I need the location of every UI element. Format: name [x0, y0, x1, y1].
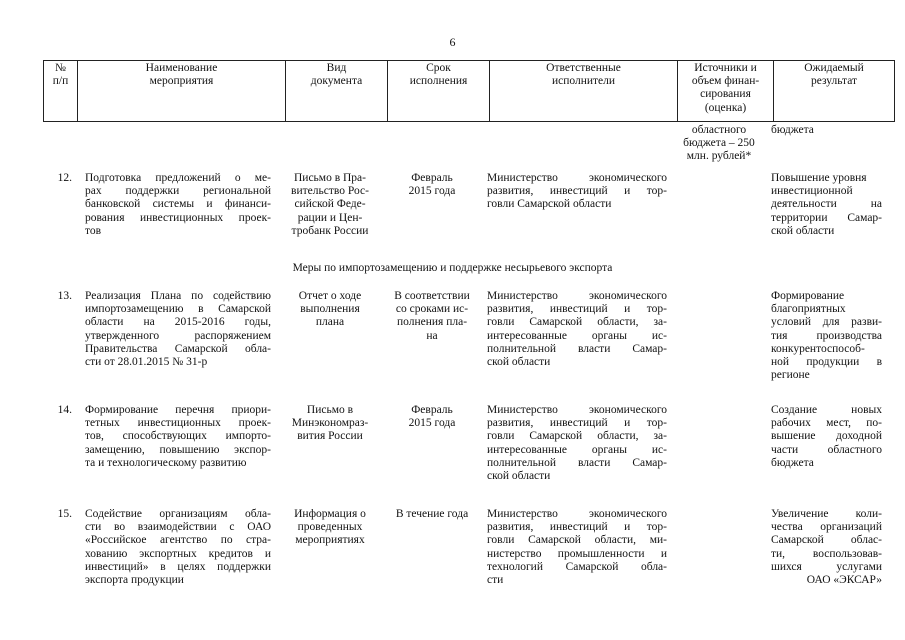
continuation-src: областного бюджета – 250 млн. рублей*	[683, 124, 755, 163]
row-term: В течение года	[395, 508, 469, 520]
row-term: Февраль 2015 года	[408, 172, 456, 198]
row-name: Формирование перечня приори- тетных инвестиционных проек- тов, способствующих импорто- замещению, повышению экспор- та и технологическому развитию	[85, 404, 271, 469]
row-resp: Министерство экономического развития, инвестиций и тор- говли Самарской области, ми- нистерство промышленности и технологий Самарской обла- сти	[487, 508, 667, 587]
row-term: Февраль 2015 года	[408, 404, 456, 430]
header-res: Ожидаемый результат	[774, 61, 895, 122]
row-resp: Министерство экономического развития, инвестиций и тор- говли Самарской области, за- интересованные органы ис- полнительной власти Самар- ской области	[487, 404, 667, 483]
row-result: Формирование благоприятных условий для разви- тия производства конкурентоспособ- ной продукции в регионе	[771, 290, 882, 382]
header-resp: Ответственные исполнители	[490, 61, 678, 122]
row-name: Содействие организациям обла- сти во взаимодействии с ОАО «Российское агентство по стра- хованию экспортных кредитов и инвестиций» в целях поддержки экспорта продукции	[85, 508, 271, 587]
row-doc: Письмо в Минэкономраз- вития России	[291, 404, 369, 443]
row-doc: Письмо в Пра- вительство Рос- сийской Феде- рации и Цен- тробанк России	[291, 172, 369, 237]
header-term: Срок исполнения	[388, 61, 490, 122]
row-name: Реализация Плана по содействию импортозамещению в Самарской области на 2015-2016 годы, утвержденного распоряжением Правительства Самарской обла- сти от 28.01.2015 № 31-р	[85, 290, 271, 369]
row-result: Создание новых рабочих мест, по- вышение доходной части областного бюджета	[771, 404, 882, 469]
row-doc: Информация о проведенных мероприятиях	[294, 508, 366, 547]
header-src: Источники и объем финан- сирования (оценка)	[678, 61, 774, 122]
header-name: Наименование мероприятия	[78, 61, 286, 122]
row-number: 15.	[57, 508, 72, 520]
row-number: 12.	[57, 172, 72, 184]
header-num: № п/п	[44, 61, 78, 122]
row-doc: Отчет о ходе выполнения плана	[298, 290, 362, 329]
row-number: 13.	[57, 290, 72, 302]
page-number: 6	[449, 35, 456, 49]
row-resp: Министерство экономического развития, инвестиций и тор- говли Самарской области, за- интересованные органы ис- полнительной власти Самар- ской области	[487, 290, 667, 369]
row-number: 14.	[57, 404, 72, 416]
continuation-res: бюджета	[771, 124, 814, 136]
row-term: В соответствии со сроками ис- полнения пла- на	[394, 290, 470, 342]
row-result: Увеличение коли- чества организаций Самарской облас- ти, воспользовав- шихся услугами ОАО «ЭКСАР»	[771, 508, 882, 587]
table-header	[43, 60, 895, 122]
row-resp: Министерство экономического развития, инвестиций и тор- говли Самарской области	[487, 172, 667, 211]
row-result: Повышение уровня инвестиционной деятельности на территории Самар- ской области	[771, 172, 882, 237]
row-name: Подготовка предложений о ме- рах поддержки региональной банковской системы и финанси- рования инвестиционных проек- тов	[85, 172, 271, 237]
section-title: Меры по импортозамещению и поддержке несырьевого экспорта	[292, 262, 613, 274]
header-doc: Вид документа	[286, 61, 388, 122]
